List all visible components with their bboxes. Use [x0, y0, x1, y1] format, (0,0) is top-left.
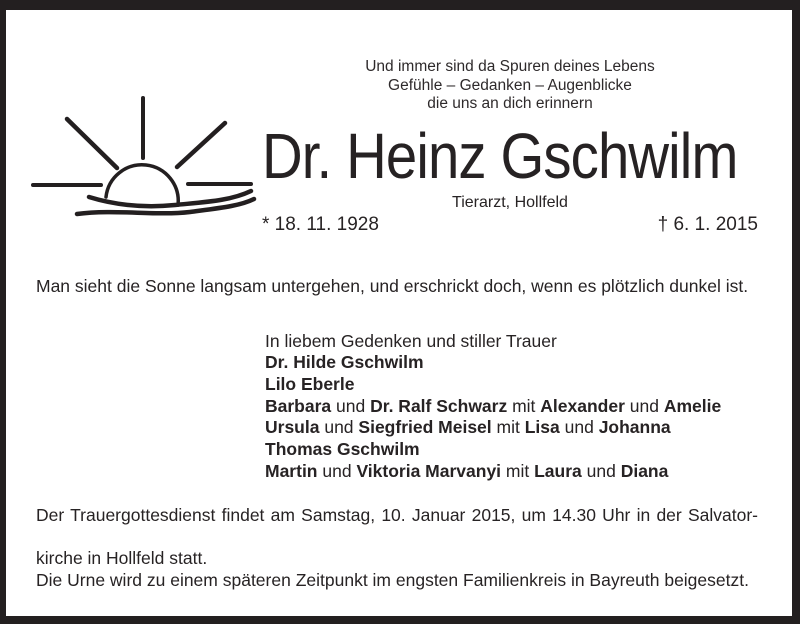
mourner-name: Dr. Ralf Schwarz [370, 395, 508, 416]
mourner-line [265, 461, 765, 483]
service-information [36, 505, 758, 592]
connector-word: und [319, 417, 359, 438]
connector-word: und [559, 417, 599, 438]
mourner-name: Siegfried Meisel [358, 417, 492, 438]
mourner-line [265, 352, 765, 374]
mourner-line [265, 417, 765, 439]
mourner-name: Johanna [598, 417, 671, 438]
mourner-name: Lisa [524, 417, 560, 438]
verse-line: Und immer sind da Spuren deines Lebens [365, 58, 655, 75]
mourner-name: Alexander [540, 395, 625, 416]
deceased-name [262, 120, 800, 192]
birth-date: * 18. 11. 1928 [262, 214, 379, 235]
verse-line: die uns an dich erinnern [427, 95, 593, 113]
mourner-name: Laura [534, 460, 582, 481]
connector-word: mit [491, 417, 525, 438]
mourners-list [265, 352, 765, 483]
verse-line: Gefühle – Gedanken – Augenblicke [388, 76, 632, 94]
mourner-name: Viktoria Marvanyi [356, 460, 502, 481]
service-line: Die Urne wird zu einem späteren Zeitpunkt im engsten Familienkreis in Bayreuth beigesetzt. [36, 570, 749, 591]
mourner-name: Ursula [265, 417, 320, 438]
connector-word: und [331, 395, 371, 416]
life-dates-row [262, 214, 758, 236]
mourner-name: Diana [620, 460, 669, 481]
mourner-line [265, 374, 765, 396]
connector-word: mit [507, 395, 541, 416]
mourner-line [265, 396, 765, 418]
mourner-name: Thomas Gschwilm [265, 439, 420, 460]
mourner-line [265, 439, 765, 461]
connector-word: und [317, 460, 357, 481]
service-line: Der Trauergottesdienst findet am Samstag, 10. Januar 2015, um 14.30 Uhr in der Salvator- [36, 505, 758, 525]
sunset-over-water-icon [25, 95, 265, 240]
mourner-name: Amelie [663, 395, 722, 416]
mourner-name: Dr. Hilde Gschwilm [265, 352, 424, 372]
mourning-intro: In liebem Gedenken und stiller Trauer [265, 331, 557, 351]
deceased-profession: Tierarzt, Hollfeld [452, 194, 568, 211]
memorial-quote: Man sieht die Sonne langsam untergehen, und erschrickt doch, wenn es plötzlich dunkel ist. [36, 276, 749, 296]
mourner-name: Martin [265, 460, 318, 481]
connector-word: und [581, 460, 621, 481]
death-date: † 6. 1. 2015 [657, 214, 758, 235]
connector-word: mit [501, 460, 535, 481]
mourner-name: Barbara [265, 395, 332, 416]
deceased-name-text: Dr. Heinz Gschwilm [262, 120, 738, 192]
connector-word: und [624, 395, 664, 416]
mourner-name: Lilo Eberle [265, 373, 355, 394]
service-line: kirche in Hollfeld statt. [36, 548, 208, 569]
memorial-verse [300, 58, 720, 114]
